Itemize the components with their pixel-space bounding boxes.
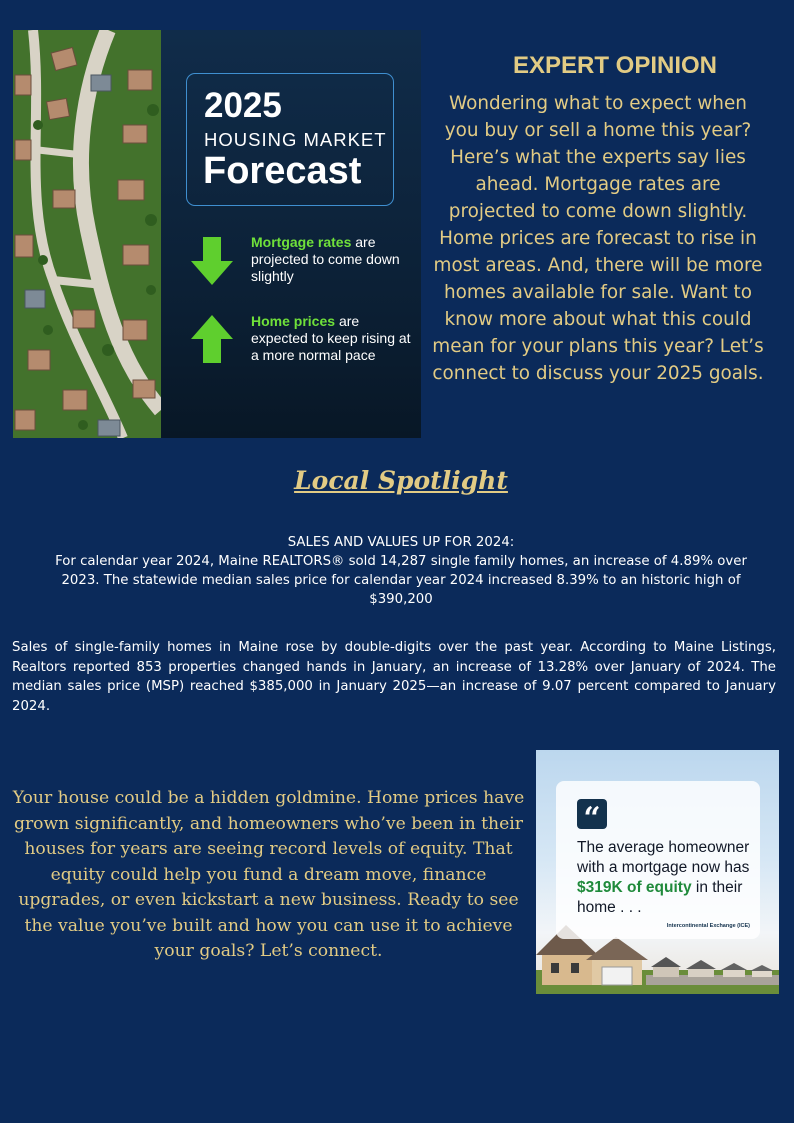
- equity-quote-text: [577, 838, 752, 918]
- expert-opinion-body: Wondering what to expect when you buy or sell a home this year? Here’s what the experts say lies ahead. Mortgage rates are projected to come down slightly. Home prices are forecast to rise in most areas. And, there will be more homes available for sale. Want to know more about what this could mean for your plans this year? Let’s connect to discuss your 2025 goals.: [432, 93, 764, 384]
- forecast-title-box: [186, 73, 394, 206]
- expert-opinion-title: EXPERT OPINION: [512, 52, 718, 79]
- aerial-neighborhood-image: [13, 30, 161, 438]
- forecast-item-highlight: Home prices: [251, 313, 336, 329]
- forecast-item-home-prices: [251, 313, 416, 364]
- equity-quote-card: [536, 750, 779, 994]
- equity-quote-source: Intercontinental Exchange (ICE): [666, 923, 750, 929]
- quote-icon: “: [577, 799, 607, 829]
- forecast-graphic: [13, 30, 421, 438]
- forecast-item-text: are projected to come down slightly: [251, 234, 400, 284]
- equity-quote-lead: The average homeowner with a mortgage now has: [577, 839, 750, 876]
- up-arrow-icon: [191, 315, 233, 363]
- forecast-item-text: are expected to keep rising at a more normal pace: [251, 313, 411, 363]
- equity-quote-highlight: $319K of equity: [577, 879, 692, 896]
- forecast-subtitle: HOUSING MARKET: [204, 129, 387, 150]
- spotlight-paragraph-january: Sales of single-family homes in Maine rose by double-digits over the past year. According to Maine Listings, Realtors reported 853 properties changed hands in January, an increase of 13.28% over January of 2024. The median sales price (MSP) reached $385,000 in January 2025—an increase of 9.07 percent compared to January 2024.: [12, 640, 776, 714]
- forecast-item-mortgage-rates: [251, 234, 416, 285]
- spotlight-heading: SALES AND VALUES UP FOR 2024:: [287, 535, 515, 550]
- forecast-panel: [161, 30, 421, 438]
- forecast-item-highlight: Mortgage rates: [251, 234, 352, 250]
- home-equity-paragraph: Your house could be a hidden goldmine. Home prices have grown significantly, and homeowners who’ve been in their houses for years are seeing record levels of equity. That equity could help you fund a dream move, finance upgrades, or even kickstart a new business. Ready to see the value you’ve built and how you can use it to achieve your goals? Let’s connect.: [12, 788, 525, 961]
- spotlight-paragraph-annual: For calendar year 2024, Maine REALTORS® sold 14,287 single family homes, an increase of 4.89% over 2023. The statewide median sales price for calendar year 2024 increased 8.39% to an historic high of $390,200: [55, 554, 747, 607]
- forecast-year: 2025: [204, 86, 282, 125]
- down-arrow-icon: [191, 237, 233, 285]
- forecast-title-word: Forecast: [203, 150, 362, 192]
- equity-quote-tail: in their home . . .: [577, 879, 743, 916]
- local-spotlight-title: Local Spotlight: [294, 466, 508, 495]
- quote-box: [556, 781, 760, 939]
